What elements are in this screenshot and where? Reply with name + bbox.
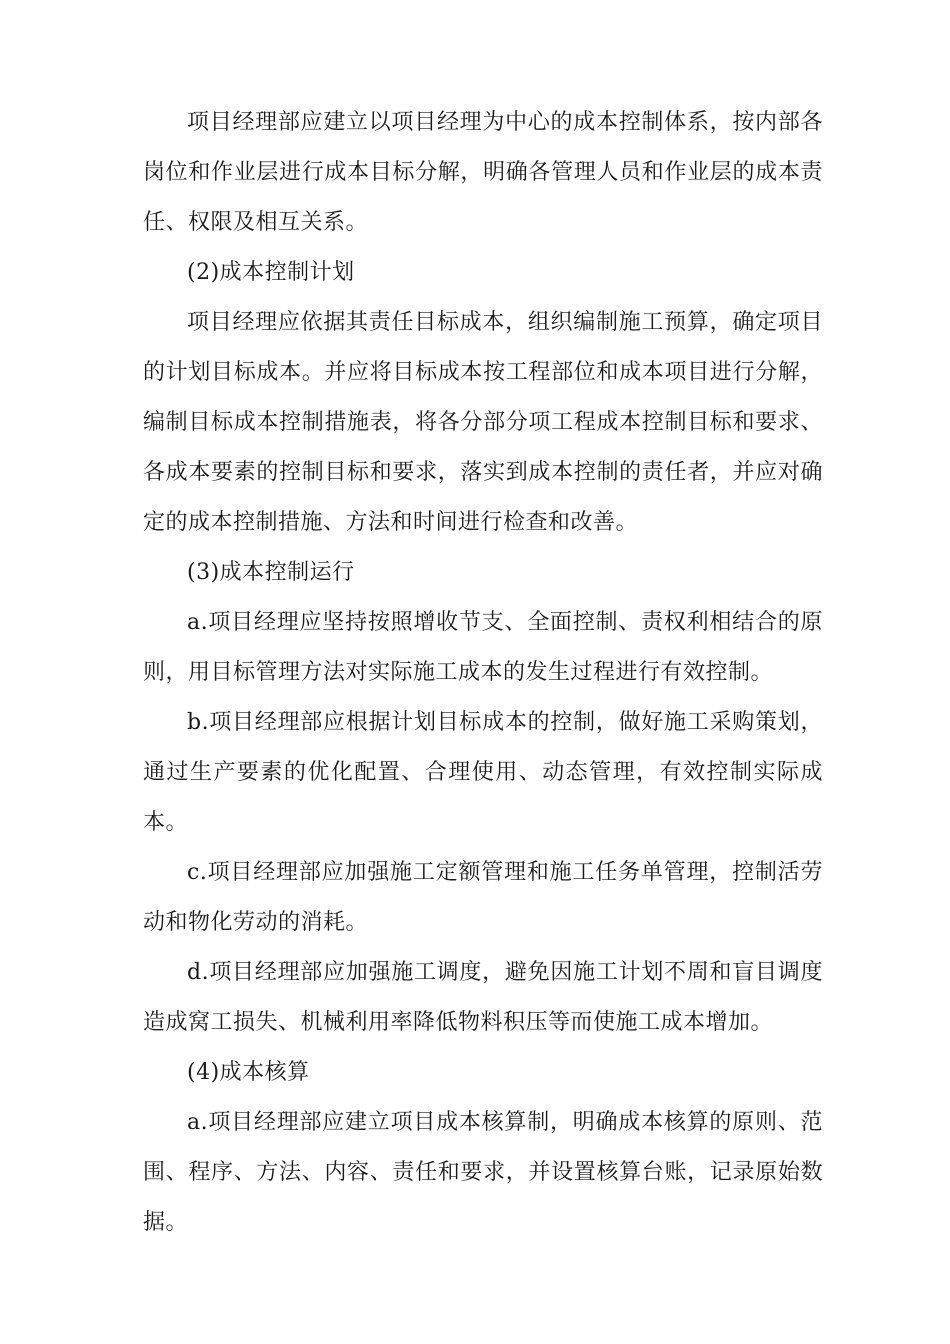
paragraph-operation-item-d: d.项目经理部应加强施工调度，避免因施工计划不周和盲目调度造成窝工损失、机械利用率降低物料积压等而使施工成本增加。 <box>143 960 823 1035</box>
heading-cost-accounting: (4)成本核算 <box>187 1060 310 1085</box>
heading-cost-control-plan: (2)成本控制计划 <box>187 260 355 285</box>
paragraph-cost-control-system: 项目经理部应建立以项目经理为中心的成本控制体系，按内部各岗位和作业层进行成本目标分解，明确各管理人员和作业层的成本责任、权限及相互关系。 <box>143 110 823 235</box>
paragraph-accounting-item-a: a.项目经理部应建立项目成本核算制，明确成本核算的原则、范围、程序、方法、内容、责任和要求，并设置核算台账，记录原始数据。 <box>143 1110 823 1235</box>
document-body <box>143 98 823 1248</box>
paragraph-operation-item-b: b.项目经理部应根据计划目标成本的控制，做好施工采购策划，通过生产要素的优化配置、合理使用、动态管理，有效控制实际成本。 <box>143 710 823 835</box>
paragraph-operation-item-c: c.项目经理部应加强施工定额管理和施工任务单管理，控制活劳动和物化劳动的消耗。 <box>143 860 823 935</box>
paragraph-cost-control-plan: 项目经理应依据其责任目标成本，组织编制施工预算，确定项目的计划目标成本。并应将目标成本按工程部位和成本项目进行分解，编制目标成本控制措施表，将各分部分项工程成本控制目标和要求、各成本要素的控制目标和要求，落实到成本控制的责任者，并应对确定的成本控制措施、方法和时间进行检查和改善。 <box>143 310 823 535</box>
heading-cost-control-operation: (3)成本控制运行 <box>187 560 355 585</box>
paragraph-operation-item-a: a.项目经理应坚持按照增收节支、全面控制、责权利相结合的原则，用目标管理方法对实际施工成本的发生过程进行有效控制。 <box>143 610 823 685</box>
